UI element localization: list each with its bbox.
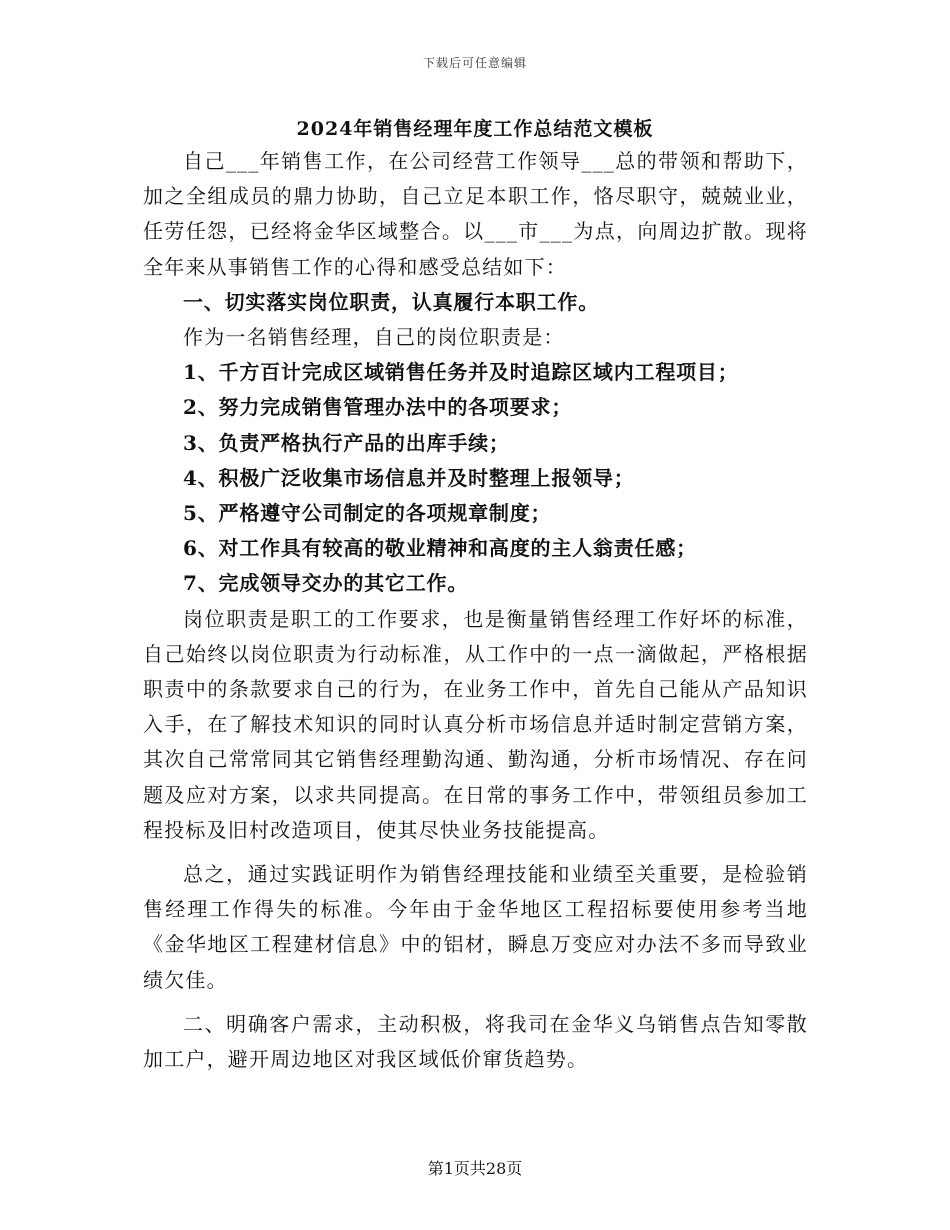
duty-item-1: 1、千方百计完成区域销售任务并及时追踪区域内工程项目； bbox=[183, 360, 739, 385]
page-number: 第1页共28页 bbox=[427, 1159, 523, 1178]
duty-item-5: 5、严格遵守公司制定的各项规章制度； bbox=[183, 501, 552, 526]
header-note: 下载后可任意编辑 bbox=[422, 56, 527, 70]
duty-item-2: 2、努力完成销售管理办法中的各项要求； bbox=[183, 395, 573, 420]
paragraph-intro: 自己___年销售工作，在公司经营工作领导___总的带领和帮助下，加之全组成员的鼎力协助，自己立足本职工作，恪尽职守，兢兢业业，任劳任怨，已经将金华区域整合。以___市___为点，向周边扩散。现将全年来从事销售工作的心得和感受总结如下： bbox=[143, 149, 808, 279]
duty-item-4: 4、积极广泛收集市场信息并及时整理上报领导； bbox=[183, 465, 635, 490]
duty-item-7: 7、完成领导交办的其它工作。 bbox=[183, 571, 469, 596]
section-heading-2: 二、明确客户需求，主动积极，将我司在金华义乌销售点告知零散加工户，避开周边地区对我区域低价窜货趋势。 bbox=[143, 1011, 808, 1072]
paragraph-duties-intro: 作为一名销售经理，自己的岗位职责是： bbox=[183, 325, 565, 350]
duty-item-6: 6、对工作具有较高的敬业精神和高度的主人翁责任感； bbox=[183, 536, 697, 561]
document-title: 2024年销售经理年度工作总结范文模板 bbox=[296, 118, 654, 140]
paragraph-duties-detail: 岗位职责是职工的工作要求，也是衡量销售经理工作好坏的标准，自己始终以岗位职责为行动标准，从工作中的一点一滴做起，严格根据职责中的条款要求自己的行为，在业务工作中，首先自己能从产品知识入手，在了解技术知识的同时认真分析市场信息并适时制定营销方案，其次自己常常同其它销售经理勤沟通、勤沟通，分析市场情况、存在问题及应对方案，以求共同提高。在日常的事务工作中，带领组员参加工程投标及旧村改造项目，使其尽快业务技能提高。 bbox=[143, 606, 808, 842]
duty-item-3: 3、负责严格执行产品的出库手续； bbox=[183, 430, 510, 455]
document-body bbox=[143, 144, 808, 1077]
paragraph-summary: 总之，通过实践证明作为销售经理技能和业绩至关重要，是检验销售经理工作得失的标准。今年由于金华地区工程招标要使用参考当地《金华地区工程建材信息》中的铝材，瞬息万变应对办法不多而导致业绩欠佳。 bbox=[143, 862, 808, 992]
section-heading-1: 一、切实落实岗位职责，认真履行本职工作。 bbox=[183, 289, 599, 314]
